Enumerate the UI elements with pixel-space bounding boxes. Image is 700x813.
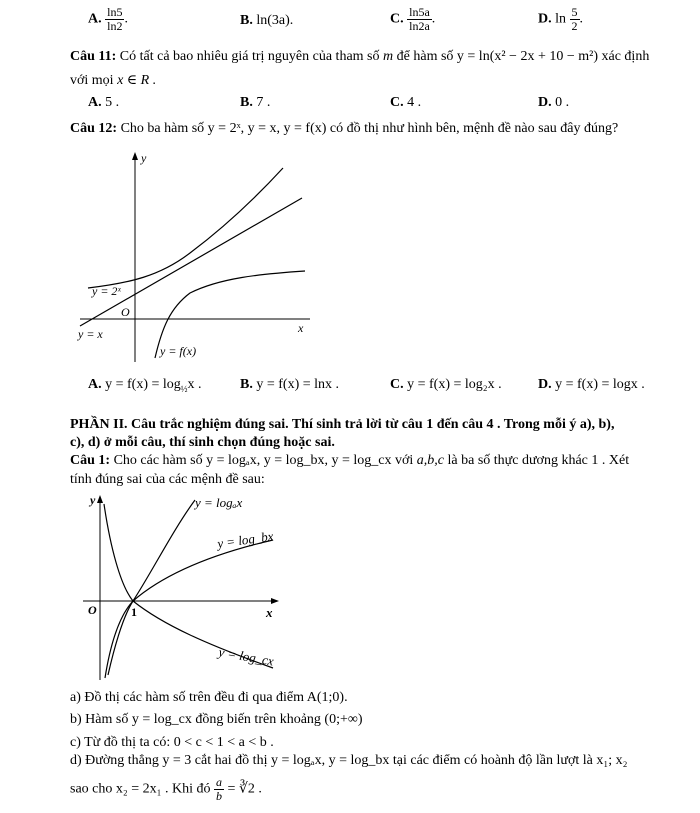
- label-log-c: y = log_cx: [217, 644, 275, 669]
- label-log-b: y = log_bx: [216, 528, 275, 551]
- x-axis-arrow: [271, 598, 279, 604]
- part2-heading-line2: c), d) ở mỗi câu, thí sinh chọn đúng hoặc sai.: [70, 435, 335, 450]
- q10-option-a: A. $\frac{\ln 5}{\ln 2}$ .: [88, 5, 128, 33]
- y-axis-label: y: [141, 151, 147, 165]
- label-f: y = f(x): [160, 344, 197, 358]
- y-axis-arrow: [132, 152, 138, 160]
- statement-c: c) Từ đồ thị ta có: 0 < c < 1 < a < b .: [70, 735, 274, 750]
- q11-option-a: A. 5 .: [88, 95, 120, 110]
- q10-option-c: C. $\frac{\ln 5a}{\ln 2a}$ .: [390, 5, 436, 33]
- formula: y = 2ˣ, y = x, y = f(x): [207, 121, 327, 136]
- curve-log-c: [104, 504, 273, 668]
- label-linear: y = x: [78, 327, 103, 341]
- q12-option-a: A. $y = f(x) = \log_{\frac{1}{2}}x$ .: [88, 377, 202, 394]
- curve-exp: [88, 168, 283, 288]
- fraction: $\frac{\ln 5a}{\ln 2a}$: [409, 5, 430, 33]
- label-exp: y = 2ˣ: [92, 284, 121, 298]
- formula: y = ln(x² − 2x + 10 − m²): [456, 49, 598, 64]
- x-axis-label: x: [266, 605, 273, 620]
- graph-log-functions: [78, 490, 288, 682]
- q10-option-d: D. ln $\frac{5}{2}$ .: [538, 5, 584, 33]
- origin-label: O: [121, 305, 130, 319]
- q11-option-d: D. 0 .: [538, 95, 570, 110]
- y-axis-label: y: [90, 493, 96, 507]
- q1-question: Câu 1: Cho các hàm số y = logₐx, y = log_bx, y = log_cx với a,b,c là ba số thực dương khác 1 . Xét: [70, 453, 630, 468]
- label-log-a: y = logₐx: [195, 495, 243, 510]
- question-label: Câu 11:: [70, 49, 117, 64]
- statement-d-line1: d) Đường thẳng y = 3 cắt hai đồ thị y = logₐx, y = log_bx tại các điểm có hoành độ lần lượt là x₁; x₂: [70, 753, 628, 768]
- option-label: A.: [88, 11, 102, 27]
- origin-label: O: [88, 603, 97, 617]
- one-label: 1: [131, 605, 137, 619]
- y-axis-arrow: [97, 495, 103, 503]
- q12-option-c: C. y = f(x) = log₂x .: [390, 377, 502, 392]
- curve-linear: [80, 198, 302, 326]
- graph-exp-linear-log: [70, 148, 330, 366]
- q11-question-cont: với mọi x ∈ R .: [70, 73, 157, 88]
- statement-a: a) Đồ thị các hàm số trên đều đi qua điểm A(1;0).: [70, 690, 348, 705]
- fraction: $\frac{5}{2}$: [571, 5, 578, 33]
- q12-option-b: B. y = f(x) = lnx .: [240, 377, 340, 392]
- q11-option-c: C. 4 .: [390, 95, 422, 110]
- statement-d-line2: sao cho x₂ = 2x₁ . Khi đó $\frac{a}{b}$ = ∛2 .: [70, 775, 262, 803]
- formula: y = logₐx, y = log_bx, y = log_cx: [206, 453, 392, 468]
- question-label: Câu 1:: [70, 453, 111, 468]
- question-label: Câu 12:: [70, 121, 118, 136]
- q12-option-d: D. y = f(x) = logx .: [538, 377, 645, 392]
- fraction: $\frac{\ln 5}{\ln 2}$: [107, 5, 123, 33]
- x-axis-label: x: [298, 321, 304, 335]
- part2-heading-line1: PHẦN II. Câu trắc nghiệm đúng sai. Thí sinh trả lời từ câu 1 đến câu 4 . Trong mỗi ý a), b),: [70, 417, 615, 432]
- statement-b: b) Hàm số y = log_cx đồng biến trên khoảng (0;+∞): [70, 712, 363, 727]
- q1-question-cont: tính đúng sai của các mệnh đề sau:: [70, 472, 265, 487]
- q12-question: Câu 12: Cho ba hàm số y = 2ˣ, y = x, y = f(x) có đồ thị như hình bên, mệnh đề nào sau đây đúng?: [70, 121, 619, 136]
- fraction: $\frac{a}{b}$: [216, 775, 223, 803]
- q11-option-b: B. 7 .: [240, 95, 271, 110]
- q11-question: Câu 11: Có tất cả bao nhiêu giá trị nguyên của tham số m để hàm số y = ln(x² − 2x + 10 − m²) xác định: [70, 49, 650, 64]
- q10-option-b: B. ln(3a).: [240, 13, 294, 28]
